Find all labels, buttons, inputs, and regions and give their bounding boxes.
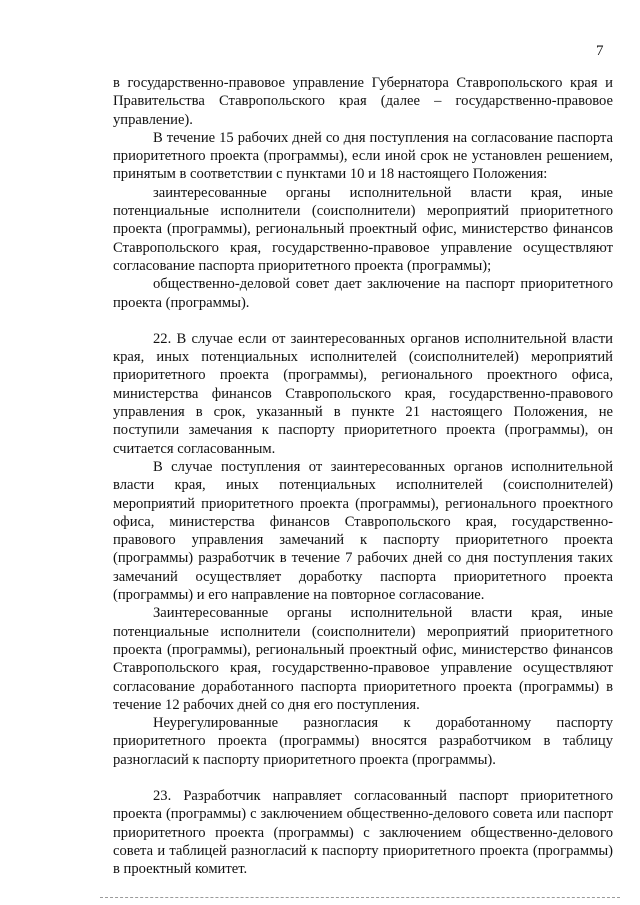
paragraph-23: 23. Разработчик направляет согласованный паспорт приоритетного проекта (программы) с заключением общественно-делового совета или паспорт приоритетного проекта (программы) с заключением общественно-делового совета и таблицей разногласий к паспорту приоритетного проекта (программы) в проектный комитет.	[113, 787, 613, 878]
paragraph-continuation: в государственно-правовое управление Губернатора Ставропольского края и Правительства Ставропольского края (далее – государственно-правовое управление).	[113, 75, 613, 128]
paragraph-21-deadline: В течение 15 рабочих дней со дня поступления на согласование паспорта приоритетного проекта (программы), если иной срок не установлен решением, принятым в соответствии с пунктами 10 и 18 настоящего Положения:	[113, 129, 613, 183]
paragraph-21-approvers: заинтересованные органы исполнительной власти края, иные потенциальные исполнители (соисполнители) мероприятий приоритетного проекта (программы), региональный проектный офис, министерство финансов Ставропольского края, государственно-правовое управление осуществляют согласование паспорта приоритетного проекта (программы);	[113, 184, 613, 274]
paragraph-21-council: общественно-деловой совет дает заключение на паспорт приоритетного проекта (программы).	[113, 276, 613, 311]
paragraph-22: 22. В случае если от заинтересованных органов исполнительной власти края, иных потенциальных исполнителей (соисполнителей) мероприятий приоритетного проекта (программы), регионального проектного офиса, министерства финансов Ставропольского края, государственно-правового управления в срок, указанный в пункте 21 настоящего Положения, не поступили замечания к паспорту приоритетного проекта (программы), он считается согласованным.	[113, 330, 613, 457]
paragraph-22-disagreements: Неурегулированные разногласия к доработанному паспорту приоритетного проекта (программы) вносятся разработчиком в таблицу разногласий к паспорту приоритетного проекта (программы).	[113, 715, 613, 768]
page-number: 7	[596, 43, 604, 59]
paragraph-22-remarks: В случае поступления от заинтересованных органов исполнительной власти края, иных потенциальных исполнителей (соисполнителей) мероприятий приоритетного проекта (программы), регионального проектного офиса, министерства финансов Ставропольского края, государственно-правового управления замечаний к паспорту приоритетного проекта (программы) разработчик в течение 7 рабочих дней со дня поступления таких замечаний осуществляет доработку паспорта приоритетного проекта (программы) и его направление на повторное согласование.	[113, 458, 613, 604]
paragraph-22-reapproval: Заинтересованные органы исполнительной власти края, иные потенциальные исполнители (соисполнители) мероприятий приоритетного проекта (программы), региональный проектный офис, министерство финансов Ставропольского края, государственно-правовое управление осуществляют согласование доработанного паспорта приоритетного проекта (программы) в течение 12 рабочих дней со дня его поступления.	[113, 605, 613, 713]
bottom-rule	[100, 897, 620, 898]
document-body	[113, 74, 613, 878]
